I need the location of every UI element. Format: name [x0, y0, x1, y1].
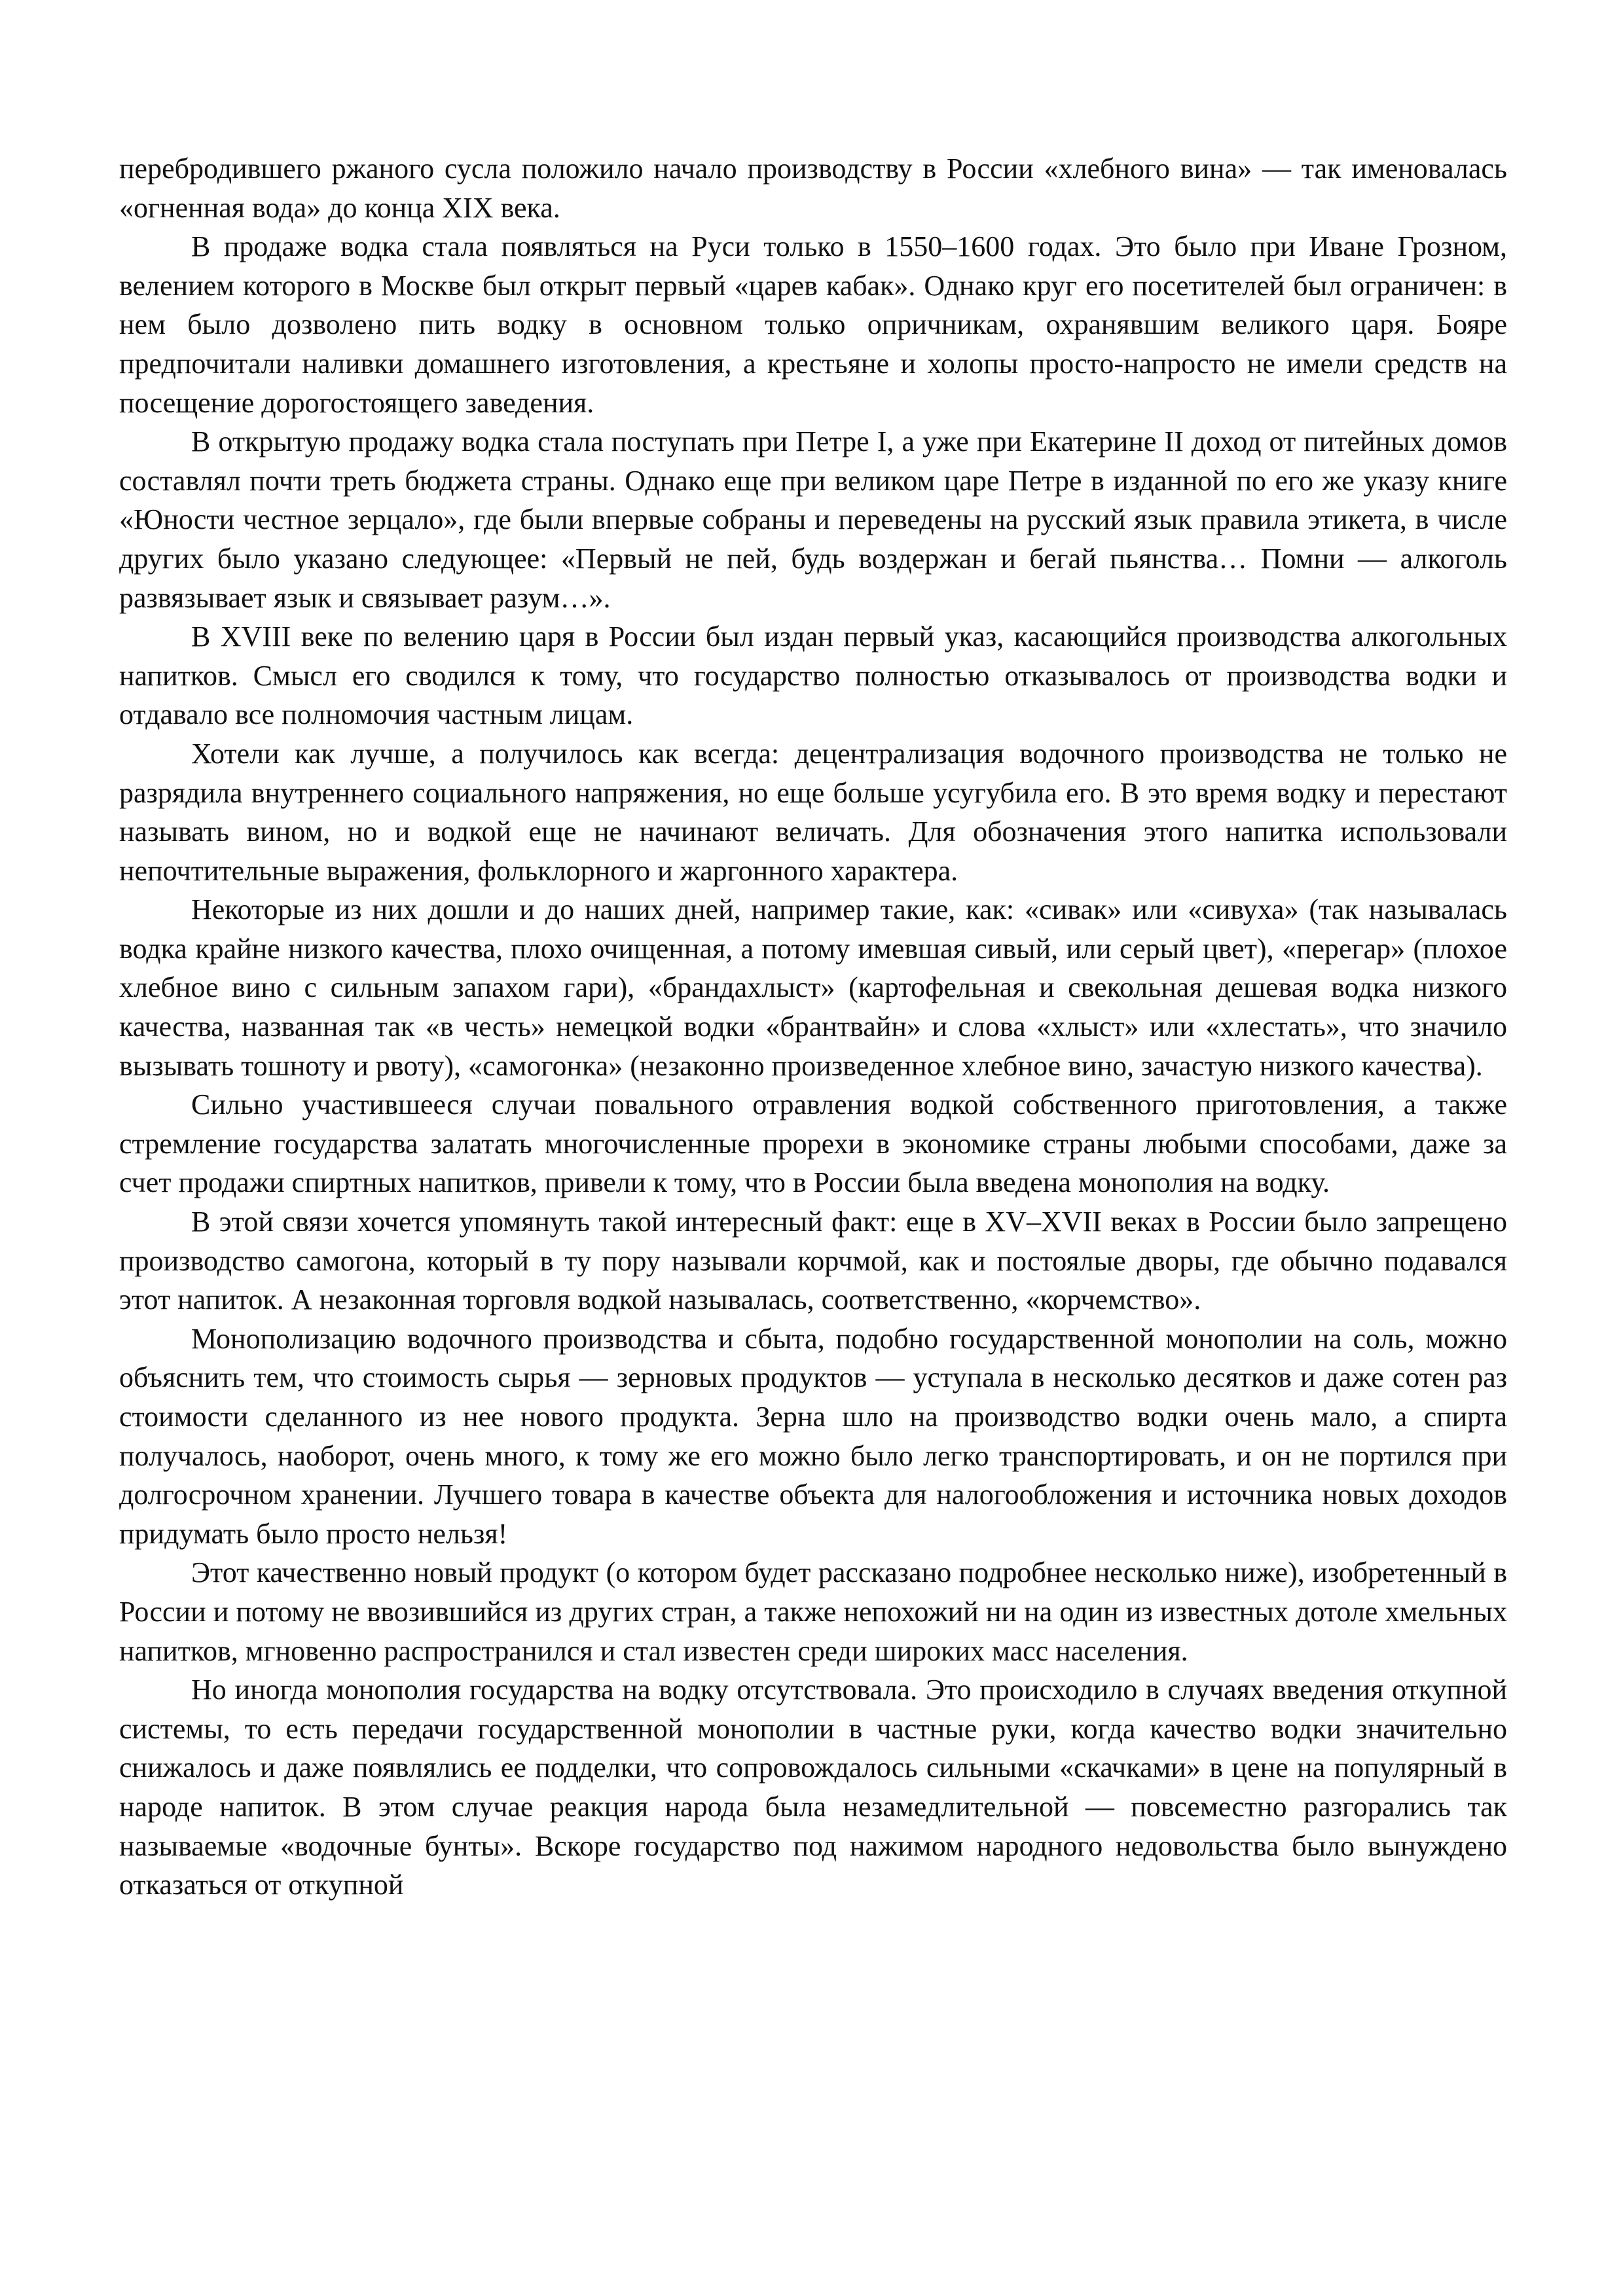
paragraph-9: Монополизацию водочного производства и сбыта, подобно государственной монополии на соль, можно объяснить тем, что стоимость сырья — зерновых продуктов — уступала в несколько десятков и даже сотен раз стоимости сделанного из нее нового продукта. Зерна шло на производство водки очень мало, а спирта получалось, наоборот, очень много, к тому же его можно было легко транспортировать, и он не портился при долгосрочном хранении. Лучшего товара в качестве объекта для налогообложения и источника новых доходов придумать было просто нельзя!	[119, 1322, 1507, 1550]
paragraph-1: перебродившего ржаного сусла положило начало производству в России «хлебного вина» — так именовалась «огненная вода» до конца XIX века.	[119, 152, 1507, 224]
paragraph-6: Некоторые из них дошли и до наших дней, например такие, как: «сивак» или «сивуха» (так называлась водка крайне низкого качества, плохо очищенная, а потому имевшая сивый, или серый цвет), «перегар» (плохое хлебное вино с сильным запахом гари), «брандахлыст» (картофельная и свекольная дешевая водка низкого качества, названная так «в честь» немецкой водки «брантвайн» и слова «хлыст» или «хлестать», что значило вызывать тошноту и рвоту), «самогонка» (незаконно произведенное хлебное вино, зачастую низкого качества).	[119, 893, 1507, 1082]
paragraph-5: Хотели как лучше, а получилось как всегда: децентрализация водочного производства не только не разрядила внутреннего социального напряжения, но еще больше усугубила его. В это время водку и перестают называть вином, но и водкой еще не начинают величать. Для обозначения этого напитка использовали непочтительные выражения, фольклорного и жаргонного характера.	[119, 737, 1507, 887]
paragraph-2: В продаже водка стала появляться на Руси только в 1550–1600 годах. Это было при Иване Грозном, велением которого в Москве был открыт первый «царев кабак». Однако круг его посетителей был ограничен: в нем было дозволено пить водку в основном только опричникам, охранявшим великого царя. Бояре предпочитали наливки домашнего изготовления, а крестьяне и холопы просто-напросто не имели средств на посещение дорогостоящего заведения.	[119, 230, 1507, 419]
paragraph-10: Этот качественно новый продукт (о котором будет рассказано подробнее несколько ниже), изобретенный в России и потому не ввозившийся из других стран, а также непохожий ни на один из известных дотоле хмельных напитков, мгновенно распространился и стал известен среди широких масс населения.	[119, 1556, 1507, 1667]
paragraph-11: Но иногда монополия государства на водку отсутствовала. Это происходило в случаях введения откупной системы, то есть передачи государственной монополии в частные руки, когда качество водки значительно снижалось и даже появлялись ее подделки, что сопровождалось сильными «скачками» в цене на популярный в народе напиток. В этом случае реакция народа была незамедлительной — повсеместно разгорались так называемые «водочные бунты». Вскоре государство под нажимом народного недовольства было вынуждено отказаться от откупной	[119, 1674, 1507, 1901]
paragraph-3: В открытую продажу водка стала поступать при Петре I, а уже при Екатерине II доход от питейных домов составлял почти треть бюджета страны. Однако еще при великом царе Петре в изданной по его же указу книге «Юности честное зерцало», где были впервые собраны и переведены на русский язык правила этикета, в числе других было указано следующее: «Первый не пей, будь воздержан и бегай пьянства… Помни — алкоголь развязывает язык и связывает разум…».	[119, 425, 1507, 614]
paragraph-7: Сильно участившееся случаи повального отравления водкой собственного приготовления, а также стремление государства залатать многочисленные прорехи в экономике страны любыми способами, даже за счет продажи спиртных напитков, привели к тому, что в России была введена монополия на водку.	[119, 1088, 1507, 1199]
document-page	[119, 149, 1507, 1905]
paragraph-4: В XVIII веке по велению царя в России был издан первый указ, касающийся производства алкогольных напитков. Смысл его сводился к тому, что государство полностью отказывалось от производства водки и отдавало все полномочия частным лицам.	[119, 620, 1507, 731]
paragraph-8: В этой связи хочется упомянуть такой интересный факт: еще в XV–XVII веках в России было запрещено производство самогона, который в ту пору называли корчмой, как и постоялые дворы, где обычно подавался этот напиток. А незаконная торговля водкой называлась, соответственно, «корчемство».	[119, 1206, 1507, 1316]
